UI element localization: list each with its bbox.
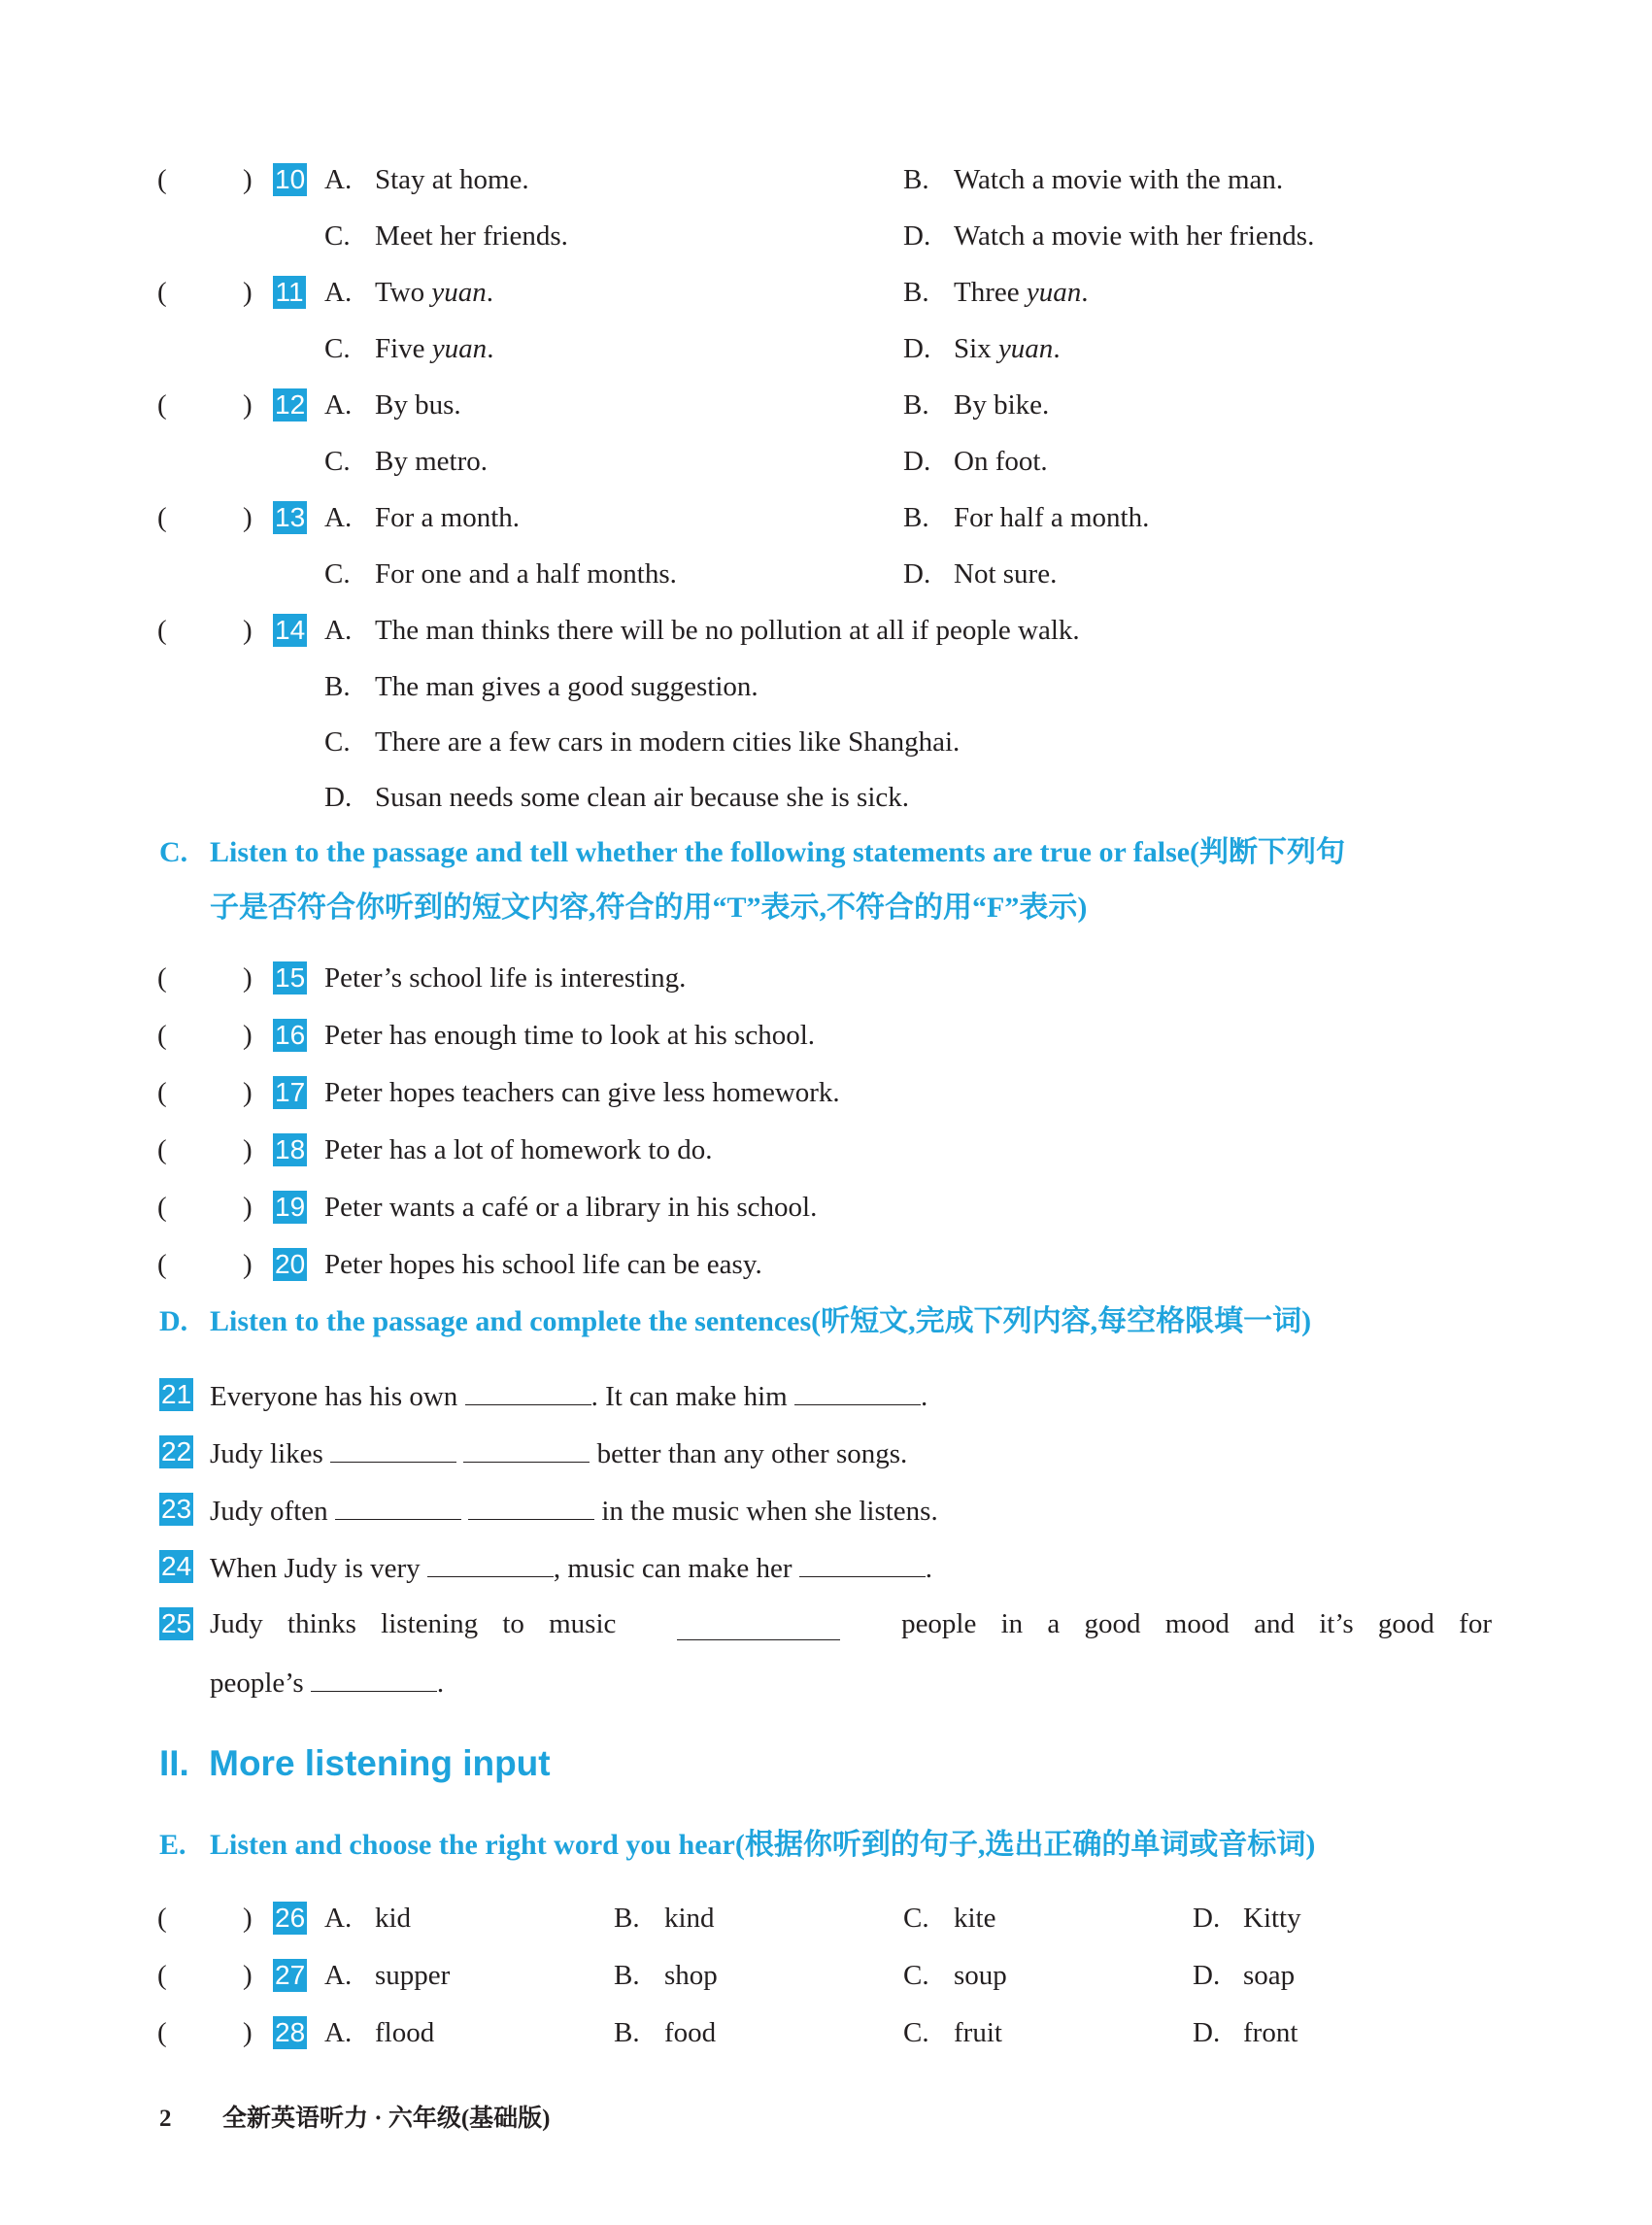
option-a: A. flood xyxy=(324,2017,435,2048)
option-c: C. By metro. xyxy=(324,446,488,477)
answer-paren-open: ( xyxy=(157,1077,167,1108)
question-number: 25 xyxy=(161,1608,192,1638)
answer-paren-close: ) xyxy=(243,502,253,533)
section-instructions: Listen to the passage and tell whether the following statements are true or false(判断下列句 xyxy=(210,836,1346,868)
answer-paren-open: ( xyxy=(157,2017,167,2048)
question-row xyxy=(0,555,1652,593)
answer-paren-open: ( xyxy=(157,1192,167,1223)
section-letter: E. xyxy=(159,1829,186,1861)
answer-paren-close: ) xyxy=(243,1020,253,1051)
fill-in-row xyxy=(0,1433,1652,1471)
option-b: B. By bike. xyxy=(903,389,1050,421)
question-number: 11 xyxy=(273,276,306,309)
fill-in-sentence: Judy likes better than any other songs. xyxy=(210,1433,907,1473)
section-numeral: II. xyxy=(159,1743,189,1783)
option-d: D. On foot. xyxy=(903,446,1048,477)
fill-in-row xyxy=(0,1490,1652,1529)
option-d: D. Watch a movie with her friends. xyxy=(903,220,1315,252)
answer-paren-open: ( xyxy=(157,1903,167,1934)
book-title: 全新英语听力 · 六年级(基础版) xyxy=(222,2106,551,2132)
option-b: B. kind xyxy=(614,1903,715,1934)
section-ii-title xyxy=(159,1740,551,1787)
question-number: 23 xyxy=(161,1494,192,1524)
option-b: B. Watch a movie with the man. xyxy=(903,164,1284,195)
answer-paren-close: ) xyxy=(243,1903,253,1934)
option-c: C. fruit xyxy=(903,2017,1002,2048)
question-number: 16 xyxy=(275,1020,306,1050)
question-number: 15 xyxy=(275,962,306,993)
option-a: A. kid xyxy=(324,1903,412,1934)
fill-in-row xyxy=(0,1604,1652,1643)
answer-blank[interactable] xyxy=(311,1662,437,1692)
question-number: 14 xyxy=(275,615,306,645)
answer-blank[interactable] xyxy=(677,1610,840,1640)
option-d: D. Six yuan. xyxy=(903,333,1061,364)
option-c: C. kite xyxy=(903,1903,996,1934)
question-row xyxy=(0,498,1652,537)
answer-paren-close: ) xyxy=(243,277,253,308)
answer-blank[interactable] xyxy=(794,1375,921,1405)
answer-blank[interactable] xyxy=(468,1490,594,1520)
question-row xyxy=(0,160,1652,199)
question-number: 27 xyxy=(275,1960,306,1990)
section-c-heading-cont xyxy=(159,889,1509,927)
statement-text: Peter wants a café or a library in his school. xyxy=(324,1192,818,1223)
answer-paren-open: ( xyxy=(157,502,167,533)
answer-paren-close: ) xyxy=(243,2017,253,2048)
statement-row xyxy=(0,1130,1652,1169)
option-c: C. There are a few cars in modern cities like Shanghai. xyxy=(324,726,961,758)
answer-paren-open: ( xyxy=(157,164,167,195)
answer-paren-close: ) xyxy=(243,1960,253,1991)
section-e-heading xyxy=(159,1826,1509,1865)
section-d-heading xyxy=(159,1302,1509,1341)
answer-paren-close: ) xyxy=(243,1192,253,1223)
option-b: B. The man gives a good suggestion. xyxy=(324,671,759,702)
page-number: 2 xyxy=(159,2106,172,2132)
question-row xyxy=(0,273,1652,312)
answer-blank[interactable] xyxy=(463,1433,590,1463)
answer-paren-close: ) xyxy=(243,1134,253,1165)
option-d: D. soap xyxy=(1193,1960,1296,1991)
statement-text: Peter has enough time to look at his school. xyxy=(324,1020,816,1051)
option-a: A. For a month. xyxy=(324,502,521,533)
statement-row xyxy=(0,1016,1652,1055)
answer-paren-close: ) xyxy=(243,962,253,994)
answer-blank[interactable] xyxy=(465,1375,591,1405)
option-a: A. supper xyxy=(324,1960,451,1991)
question-number: 24 xyxy=(161,1551,192,1581)
answer-paren-open: ( xyxy=(157,1020,167,1051)
option-b: B. Three yuan. xyxy=(903,277,1089,308)
answer-paren-close: ) xyxy=(243,389,253,421)
question-row xyxy=(0,778,1652,817)
question-number: 21 xyxy=(161,1379,192,1409)
question-row xyxy=(0,611,1652,650)
question-row xyxy=(0,667,1652,706)
fill-in-sentence: Everyone has his own . It can make him . xyxy=(210,1375,927,1416)
option-a: A. Two yuan. xyxy=(324,277,494,308)
option-a: A. Stay at home. xyxy=(324,164,529,195)
option-b: B. food xyxy=(614,2017,717,2048)
statement-row xyxy=(0,959,1652,997)
statement-row xyxy=(0,1245,1652,1284)
question-number: 12 xyxy=(275,389,306,420)
option-d: D. front xyxy=(1193,2017,1298,2048)
option-a: A. By bus. xyxy=(324,389,461,421)
option-b: B. For half a month. xyxy=(903,502,1150,533)
statement-row xyxy=(0,1073,1652,1112)
option-c: C. soup xyxy=(903,1960,1007,1991)
statement-text: Peter has a lot of homework to do. xyxy=(324,1134,713,1165)
fill-in-sentence: Judy thinks listening to music people in a good mood and it’s good for xyxy=(210,1608,1492,1639)
answer-blank[interactable] xyxy=(335,1490,461,1520)
answer-paren-open: ( xyxy=(157,615,167,646)
answer-paren-close: ) xyxy=(243,615,253,646)
question-number: 22 xyxy=(161,1436,192,1466)
section-instructions-cont: 子是否符合你听到的短文内容,符合的用“T”表示,不符合的用“F”表示) xyxy=(210,892,1088,924)
fill-in-sentence: people’s . xyxy=(210,1662,444,1702)
option-c: C. Five yuan. xyxy=(324,333,494,364)
fill-in-sentence: When Judy is very , music can make her . xyxy=(210,1547,932,1588)
question-number: 20 xyxy=(275,1249,306,1279)
statement-text: Peter hopes teachers can give less homework. xyxy=(324,1077,840,1108)
question-row xyxy=(0,442,1652,481)
question-number: 19 xyxy=(275,1192,306,1222)
question-number: 18 xyxy=(275,1134,306,1164)
option-c: C. For one and a half months. xyxy=(324,558,677,590)
answer-paren-open: ( xyxy=(157,389,167,421)
question-row xyxy=(0,1956,1652,1995)
question-number: 28 xyxy=(275,2017,306,2047)
question-row xyxy=(0,1899,1652,1938)
answer-paren-close: ) xyxy=(243,1249,253,1280)
statement-text: Peter’s school life is interesting. xyxy=(324,962,687,994)
answer-paren-close: ) xyxy=(243,164,253,195)
fill-in-row xyxy=(0,1375,1652,1414)
section-c-heading xyxy=(159,833,1509,872)
question-number: 10 xyxy=(275,164,306,194)
section-letter: C. xyxy=(159,836,188,868)
answer-paren-open: ( xyxy=(157,1249,167,1280)
answer-paren-open: ( xyxy=(157,962,167,994)
fill-in-row xyxy=(0,1547,1652,1586)
statement-text: Peter hopes his school life can be easy. xyxy=(324,1249,762,1280)
section-title-text: More listening input xyxy=(209,1743,551,1783)
answer-paren-close: ) xyxy=(243,1077,253,1108)
question-row xyxy=(0,723,1652,761)
answer-blank[interactable] xyxy=(427,1547,554,1577)
option-b: B. shop xyxy=(614,1960,718,1991)
section-letter: D. xyxy=(159,1305,188,1337)
fill-in-row-cont xyxy=(0,1662,1652,1701)
question-row xyxy=(0,217,1652,255)
question-number: 26 xyxy=(275,1903,306,1933)
answer-blank[interactable] xyxy=(330,1433,456,1463)
section-instructions: Listen to the passage and complete the sentences(听短文,完成下列内容,每空格限填一词) xyxy=(210,1305,1312,1337)
option-a: A. The man thinks there will be no pollution at all if people walk. xyxy=(324,615,1080,646)
section-instructions: Listen and choose the right word you hear(根据你听到的句子,选出正确的单词或音标词) xyxy=(210,1829,1316,1861)
answer-paren-open: ( xyxy=(157,277,167,308)
question-number: 17 xyxy=(275,1077,306,1107)
option-d: D. Not sure. xyxy=(903,558,1058,590)
fill-in-sentence: Judy often in the music when she listens. xyxy=(210,1490,938,1531)
answer-paren-open: ( xyxy=(157,1960,167,1991)
answer-blank[interactable] xyxy=(799,1547,926,1577)
option-c: C. Meet her friends. xyxy=(324,220,568,252)
statement-row xyxy=(0,1188,1652,1227)
question-row xyxy=(0,2013,1652,2052)
option-d: D. Kitty xyxy=(1193,1903,1301,1934)
option-d: D. Susan needs some clean air because she is sick. xyxy=(324,782,910,813)
question-number: 13 xyxy=(275,502,306,532)
question-row xyxy=(0,329,1652,368)
question-row xyxy=(0,386,1652,424)
answer-paren-open: ( xyxy=(157,1134,167,1165)
